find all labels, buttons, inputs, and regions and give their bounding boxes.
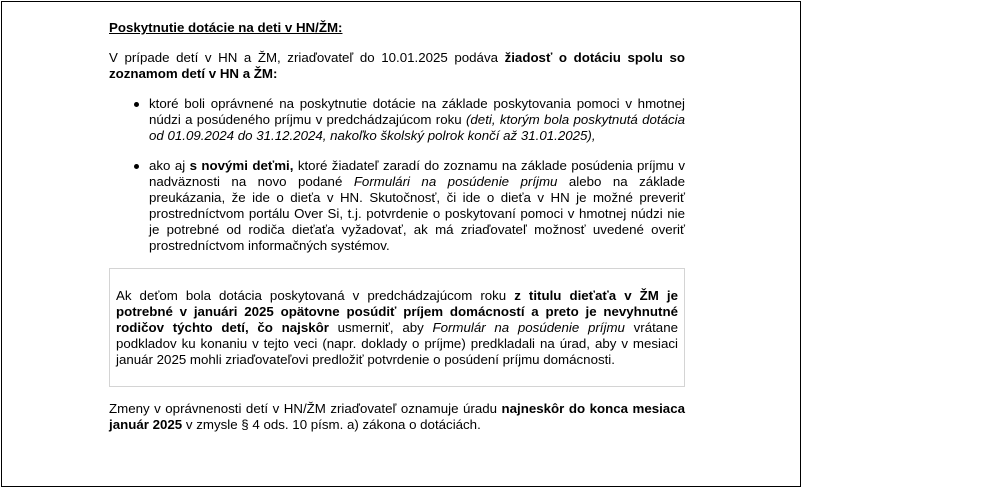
list-item-text: ktoré boli oprávnené na poskytnutie dotácie na základe poskytovania pomoci v hmotnej núdzi a posúdeného príjmu v predchádzajúcom roku xyxy=(149,96,685,127)
list-item xyxy=(109,96,685,144)
intro-paragraph xyxy=(109,50,685,82)
footer-bold-text: najneskôr do konca mesiaca január 2025 xyxy=(109,401,685,432)
section-heading: Poskytnutie dotácie na deti v HN/ŽM: xyxy=(109,20,343,35)
list-item-text: alebo na základe preukázania, že ide o dieťa v HN. Skutočnosť, či ide o dieťa v HN je možné preveriť prostredníctvom portálu Over Si, t.j. potvrdenie o poskytovaní pomoci v hmotnej núdzi nie je potrebné od rodiča dieťaťa vyžadovať, ak má zriaďovateľ možnosť uvedené overiť prostredníctvom informačných systémov. xyxy=(149,174,685,253)
footer-text: v zmysle § 4 ods. 10 písm. a) zákona o dotáciách. xyxy=(182,417,481,432)
intro-bold-text: žiadosť o dotáciu spolu so zoznamom detí v HN a ŽM: xyxy=(109,50,685,81)
list-item-bold-text: s novými deťmi, xyxy=(189,158,294,173)
bullet-icon xyxy=(134,164,139,169)
list-item-text: ako aj xyxy=(149,158,190,173)
footer-text: Zmeny v oprávnenosti detí v HN/ŽM zriaďovateľ oznamuje úradu xyxy=(109,401,502,416)
note-paragraph xyxy=(116,288,678,368)
intro-text: V prípade detí v HN a ŽM, zriaďovateľ do 10.01.2025 podáva xyxy=(109,50,505,65)
note-italic-text: Formulár na posúdenie príjmu xyxy=(432,320,625,335)
footer-paragraph xyxy=(109,401,685,433)
list-item-italic-text: Formulári na posúdenie príjmu xyxy=(353,174,558,189)
list-item xyxy=(109,158,685,254)
bullet-icon xyxy=(134,102,139,107)
note-text: Ak deťom bola dotácia poskytovaná v predchádzajúcom roku xyxy=(116,288,515,303)
note-box xyxy=(109,268,685,387)
document-frame xyxy=(1,1,801,487)
note-text: vrátane podkladov ku konaniu v tejto veci (napr. doklady o príjme) predkladali na úrad, aby v mesiaci január 2025 mohli zriaďovateľovi predložiť potvrdenie o posúdení príjmu domácnosti. xyxy=(116,320,678,367)
list-item-text: ktoré žiadateľ zaradí do zoznamu na základe posúdenia príjmu v nadväznosti na novo podané xyxy=(149,158,685,189)
note-text: usmerniť, aby xyxy=(328,320,433,335)
list-item-italic-text: (deti, ktorým bola poskytnutá dotácia od 01.09.2024 do 31.12.2024, nakoľko školský polrok končí až 31.01.2025), xyxy=(149,112,685,143)
criteria-list xyxy=(109,96,685,254)
note-bold-text: z titulu dieťaťa v ŽM je potrebné v januári 2025 opätovne posúdiť príjem domácností a preto je nevyhnutné rodičov týchto detí, čo najskôr xyxy=(116,288,678,335)
document-content xyxy=(109,20,685,433)
